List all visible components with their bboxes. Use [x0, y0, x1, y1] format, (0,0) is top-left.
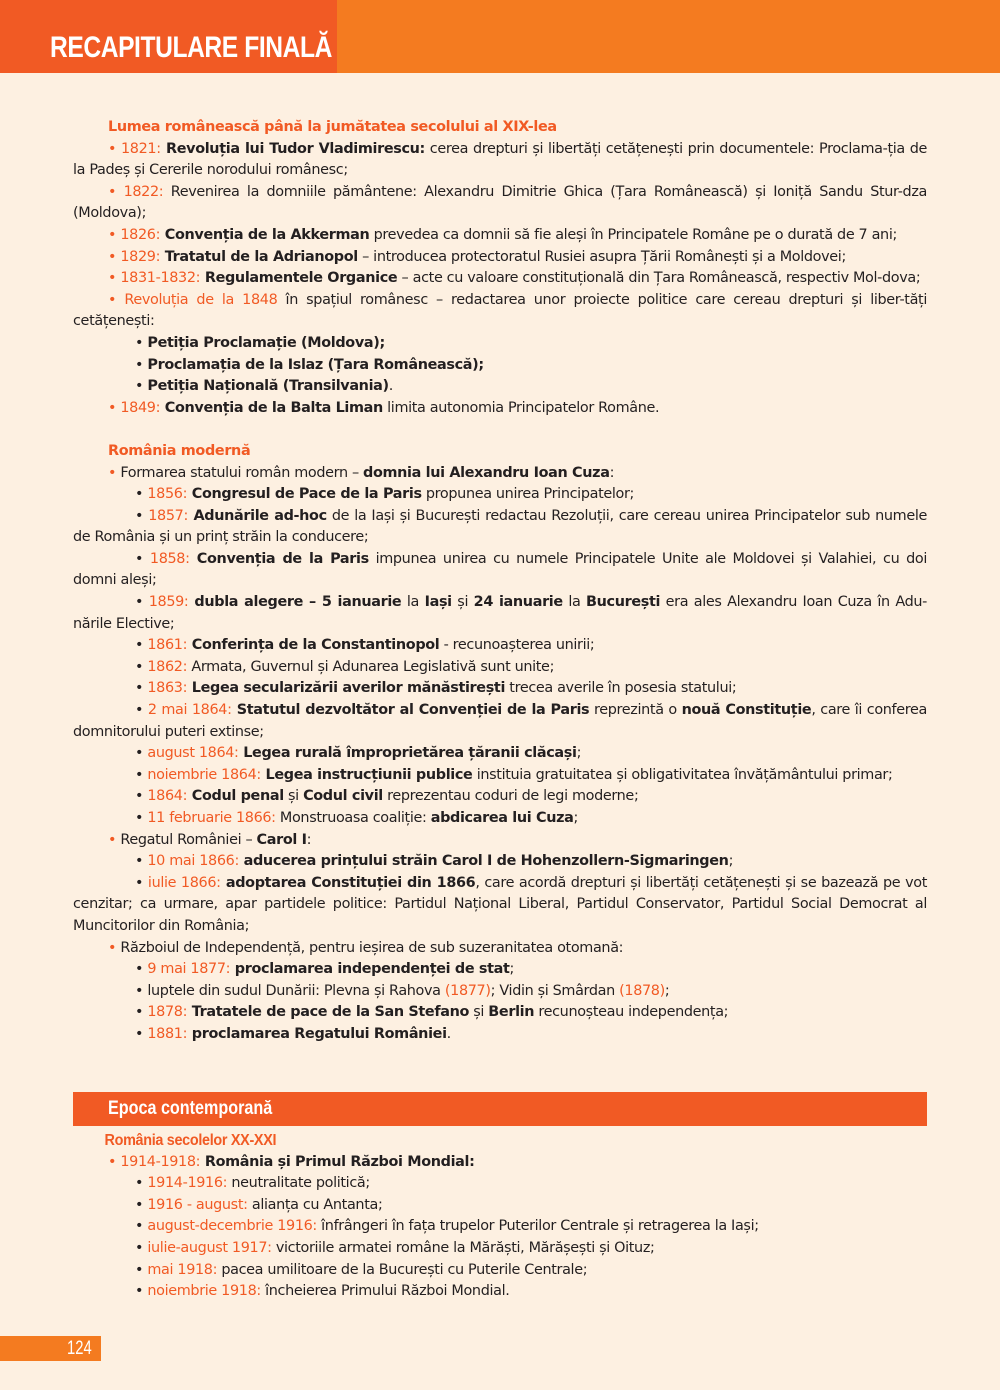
text-segment: reprezintă o	[589, 702, 682, 719]
bullet-icon: •	[135, 658, 148, 675]
bullet-icon: •	[108, 270, 121, 287]
bullet-icon: •	[135, 702, 148, 719]
bullet-icon: •	[135, 486, 148, 503]
text-segment: de la Iași și București redactau Rezoluții, care cereau unirea Principatelor sub numele de România și un prinț străin la conducere;	[73, 507, 927, 546]
list-item	[73, 1238, 927, 1260]
bullet-icon: •	[108, 140, 121, 157]
date-label: 1821:	[121, 140, 161, 157]
section-list	[73, 1152, 927, 1303]
text-segment: ;	[573, 810, 578, 826]
bullet-icon: •	[108, 831, 121, 848]
list-item	[73, 463, 927, 485]
text-segment: încheierea Primului Război Mondial.	[260, 1283, 510, 1300]
bullet-icon: •	[135, 680, 148, 697]
bullet-icon: •	[135, 810, 148, 826]
list-item	[73, 1002, 927, 1024]
date-label: iulie-august 1917:	[147, 1239, 272, 1256]
key-term: București	[586, 594, 661, 611]
key-term: proclamarea Regatului României	[187, 1025, 447, 1042]
date-label: 1849:	[120, 399, 161, 416]
bullet-icon: •	[135, 334, 148, 351]
key-term: Congresul de Pace de la Paris	[187, 486, 422, 503]
date-label: 2 mai 1864:	[147, 702, 232, 719]
key-term: Iași	[424, 594, 452, 611]
list-item	[73, 549, 927, 592]
bullet-icon: •	[135, 594, 149, 611]
list-item	[73, 635, 927, 657]
text-segment: Războiul de Independență, pentru ieșirea de sub suzeranitatea otomană:	[120, 939, 624, 956]
key-term: Codul civil	[303, 788, 383, 805]
bullet-icon: •	[135, 1283, 148, 1300]
text-segment: propunea unirea Principatelor;	[421, 486, 635, 503]
text-segment: ;	[728, 853, 734, 870]
text-segment: ; Vidin și Smârdan	[490, 982, 620, 999]
text-segment: reprezentau coduri de legi moderne;	[382, 788, 639, 805]
page-number: 124	[67, 1338, 92, 1359]
text-segment: neutralitate politică;	[227, 1175, 370, 1192]
bullet-icon: •	[135, 1239, 148, 1256]
header-title-block	[0, 0, 337, 73]
bullet-icon: •	[135, 356, 148, 373]
key-term: proclamarea independenței de stat	[230, 961, 510, 978]
date-label: 1914-1918:	[120, 1153, 201, 1170]
bullet-icon: •	[135, 1175, 148, 1192]
bullet-icon: •	[135, 1261, 148, 1278]
bullet-icon: •	[135, 745, 148, 762]
date-label: (1878)	[619, 982, 665, 999]
bullet-icon: •	[135, 1004, 148, 1021]
text-segment: era ales Alexandru Ioan Cuza în Adu-nările Elective;	[73, 594, 928, 632]
bullet-icon: •	[135, 788, 148, 805]
list-item	[73, 959, 927, 981]
list-item	[73, 1173, 927, 1195]
bullet-icon: •	[108, 291, 125, 308]
key-term: 24 ianuarie	[473, 594, 563, 611]
date-label: 1829:	[120, 248, 161, 265]
bullet-icon: •	[135, 507, 149, 524]
bullet-icon: •	[108, 399, 121, 416]
text-segment: și	[469, 1004, 489, 1021]
key-term: Statutul dezvoltător al Convenției de la Paris	[231, 702, 590, 719]
list-item	[73, 247, 927, 269]
text-segment: la	[562, 594, 587, 611]
text-segment: ;	[664, 982, 670, 999]
date-label: iulie 1866:	[147, 874, 221, 891]
list-item	[73, 592, 927, 635]
text-segment: și	[451, 594, 474, 611]
date-label: 1861:	[147, 637, 188, 654]
date-label: noiembrie 1864:	[147, 766, 261, 783]
list-item	[73, 1152, 927, 1174]
bullet-icon: •	[135, 1218, 148, 1235]
key-term: Carol I	[256, 831, 307, 848]
list-item	[73, 333, 927, 355]
list-item	[73, 182, 927, 225]
bullet-icon: •	[135, 550, 150, 567]
band-title: Epoca contemporană	[108, 1098, 273, 1119]
list-item	[73, 743, 927, 765]
list-item	[73, 657, 927, 679]
bullet-icon: •	[135, 1196, 148, 1213]
list-item	[73, 981, 927, 1003]
bullet-icon: •	[108, 183, 124, 200]
key-term: Tratatele de pace de la San Stefano	[187, 1004, 470, 1021]
key-term: nouă Constituție	[681, 702, 812, 719]
key-term: Tratatul de la Adrianopol	[160, 248, 358, 265]
bullet-icon: •	[135, 874, 148, 891]
bullet-icon: •	[135, 982, 148, 999]
bullet-icon: •	[108, 464, 121, 481]
date-label: 1864:	[147, 788, 188, 805]
key-term: dubla alegere – 5 ianuarie	[188, 594, 402, 611]
section-heading: România modernă	[108, 442, 251, 459]
text-segment: Regatul României –	[120, 831, 257, 848]
text-segment: alianța cu Antanta;	[247, 1196, 383, 1213]
date-label: mai 1918:	[147, 1261, 218, 1278]
date-label: 1857:	[148, 507, 188, 524]
date-label: (1877)	[444, 982, 491, 999]
bullet-icon: •	[135, 1025, 148, 1042]
text-segment: luptele din sudul Dunării: Plevna și Rahova	[147, 982, 445, 999]
date-label: 1862:	[147, 658, 188, 675]
list-item	[73, 851, 927, 873]
key-term: Regulamentele Organice	[200, 270, 398, 287]
key-term: Petiția Proclamație (Moldova);	[147, 334, 385, 351]
section-heading: România secolelor XX-XXI	[104, 1132, 277, 1149]
bullet-icon: •	[135, 961, 148, 978]
key-term: Conferința de la Constantinopol	[187, 637, 440, 654]
bullet-icon: •	[135, 637, 148, 654]
bullet-icon: •	[135, 853, 148, 870]
date-label: 10 mai 1866:	[147, 853, 239, 870]
text-segment: victoriile armatei române la Mărăști, Mărășești și Oituz;	[271, 1239, 655, 1256]
text-segment: recunoșteau independența;	[534, 1004, 729, 1021]
key-term: abdicarea lui Cuza	[430, 810, 574, 826]
list-item	[73, 678, 927, 700]
page-header	[0, 0, 1000, 73]
date-label: 1916 - august:	[147, 1196, 248, 1213]
date-label: 1856:	[147, 486, 188, 503]
list-item	[73, 1260, 927, 1282]
text-segment: .	[446, 1025, 451, 1042]
key-term: Revoluția lui Tudor Vladimirescu:	[160, 140, 425, 157]
page-number-box	[0, 1336, 101, 1361]
date-label: 1858:	[149, 550, 190, 567]
list-item	[73, 873, 927, 938]
key-term: Proclamația de la Islaz (Țara Românească);	[147, 356, 484, 373]
date-label: august-decembrie 1916:	[147, 1218, 317, 1235]
list-item	[73, 398, 927, 420]
text-segment: Monstruoasa coaliție:	[275, 810, 431, 826]
date-label: Revoluția de la 1848	[124, 291, 278, 308]
text-segment: instituia gratuitatea și obligativitatea învățământului primar;	[472, 766, 893, 783]
content-modern-era	[73, 117, 927, 1046]
date-label: 1859:	[148, 594, 189, 611]
date-label: 1881:	[147, 1025, 188, 1042]
text-segment: Revenirea la domniile pământene: Alexandru Dimitrie Ghica (Țara Românească) și Ioniță Sandu Stur-dza (Moldova);	[73, 183, 927, 222]
key-term: aducerea prințului străin Carol I de Hohenzollern-Sigmaringen	[238, 853, 729, 870]
key-term: Legea secularizării averilor mănăstirești	[187, 680, 506, 697]
text-segment: pacea umilitoare de la București cu Puterile Centrale;	[217, 1261, 588, 1278]
list-item	[73, 484, 927, 506]
text-segment: , care îi conferea domnitorului puteri extinse;	[73, 702, 928, 740]
key-term: Legea instrucțiunii publice	[260, 766, 473, 783]
text-segment: - recunoașterea unirii;	[439, 637, 595, 654]
date-label: 1826:	[120, 226, 161, 243]
text-segment: ;	[576, 745, 582, 762]
list-item	[73, 1024, 927, 1046]
text-segment: la	[401, 594, 425, 611]
text-segment: :	[609, 464, 615, 481]
bullet-icon: •	[135, 378, 148, 395]
bullet-icon: •	[135, 766, 148, 783]
list-item	[73, 808, 927, 830]
date-label: 9 mai 1877:	[147, 961, 231, 978]
text-segment: – introducea protectoratul Rusiei asupra Țării Românești și a Moldovei;	[357, 248, 846, 265]
list-item	[73, 765, 927, 787]
key-term: domnia lui Alexandru Ioan Cuza	[363, 464, 610, 481]
list-item	[73, 268, 927, 290]
key-term: Convenția de la Balta Liman	[160, 399, 383, 416]
text-segment: prevedea ca domnii să fie aleși în Principatele Române pe o durată de 7 ani;	[369, 226, 897, 243]
key-term: Convenția de la Akkerman	[160, 226, 370, 243]
key-term: Legea rurală împroprietărea țăranii clăcași	[238, 745, 577, 762]
bullet-icon: •	[108, 939, 121, 956]
text-segment: Formarea statului român modern –	[120, 464, 364, 481]
section-band	[73, 1092, 927, 1126]
text-segment: Armata, Guvernul și Adunarea Legislativă sunt unite;	[187, 658, 555, 675]
list-item	[73, 376, 927, 398]
text-segment: .	[388, 378, 393, 395]
text-segment: în spațiul românesc – redactarea unor proiecte politice care cereau drepturi și liber-tăți cetățenești:	[73, 291, 928, 330]
section-list	[73, 463, 927, 1046]
text-segment: ;	[509, 961, 515, 978]
text-segment: limita autonomia Principatelor Române.	[382, 399, 660, 416]
list-item	[73, 355, 927, 377]
section-heading: Lumea românească până la jumătatea secolului al XIX-lea	[108, 119, 557, 135]
date-label: 1914-1916:	[147, 1175, 228, 1192]
key-term: România și Primul Război Mondial:	[200, 1153, 475, 1170]
key-term: adoptarea Constituției din 1866	[220, 874, 476, 891]
key-term: Petiția Națională (Transilvania)	[147, 378, 389, 395]
date-label: august 1864:	[147, 745, 239, 762]
key-term: Berlin	[488, 1004, 535, 1021]
text-segment: și	[283, 788, 304, 805]
list-item	[73, 225, 927, 247]
list-item	[73, 139, 927, 182]
date-label: 1863:	[147, 680, 188, 697]
text-segment: – acte cu valoare constituțională din Țara Românească, respectiv Mol-dova;	[397, 270, 921, 287]
bullet-icon: •	[108, 1153, 121, 1170]
list-item	[73, 1216, 927, 1238]
key-term: Codul penal	[187, 788, 284, 805]
list-item	[73, 700, 927, 743]
spacer	[73, 419, 927, 441]
text-segment: înfrângeri în fața trupelor Puterilor Centrale și retragerea la Iași;	[316, 1218, 759, 1235]
date-label: 1822:	[123, 183, 164, 200]
date-label: 11 februarie 1866:	[147, 810, 276, 826]
text-segment: trecea averile în posesia statului;	[505, 680, 737, 697]
list-item	[73, 830, 927, 852]
list-item	[73, 506, 927, 549]
list-item	[73, 938, 927, 960]
date-label: 1878:	[147, 1004, 188, 1021]
text-segment: :	[306, 831, 312, 848]
section-list	[73, 139, 927, 420]
list-item	[73, 1281, 927, 1303]
text-segment: impunea unirea cu numele Principatele Unite ale Moldovei și Valahiei, cu doi domni aleși;	[73, 550, 927, 589]
bullet-icon: •	[108, 248, 121, 265]
text-segment: , care acordă drepturi și libertăți cetățenești și se bazează pe vot cenzitar; ca urmare, apar partidele politice: Partidul Național Liberal, Partidul Conservator, Partidul Social Democrat al Muncitorilor din România;	[73, 874, 927, 934]
text-segment: cerea drepturi și libertăți cetățenești prin documentele: Proclama-ția de la Padeș și Cererile norodului românesc;	[73, 140, 927, 179]
list-item	[73, 290, 927, 333]
date-label: noiembrie 1918:	[147, 1283, 261, 1300]
key-term: Convenția de la Paris	[189, 550, 369, 567]
content-contemporary-era	[73, 1130, 927, 1303]
list-item	[73, 1195, 927, 1217]
page-title: RECAPITULARE FINALĂ	[50, 31, 332, 64]
bullet-icon: •	[108, 226, 121, 243]
date-label: 1831-1832:	[120, 270, 201, 287]
key-term: Adunările ad-hoc	[187, 507, 327, 524]
list-item	[73, 786, 927, 808]
